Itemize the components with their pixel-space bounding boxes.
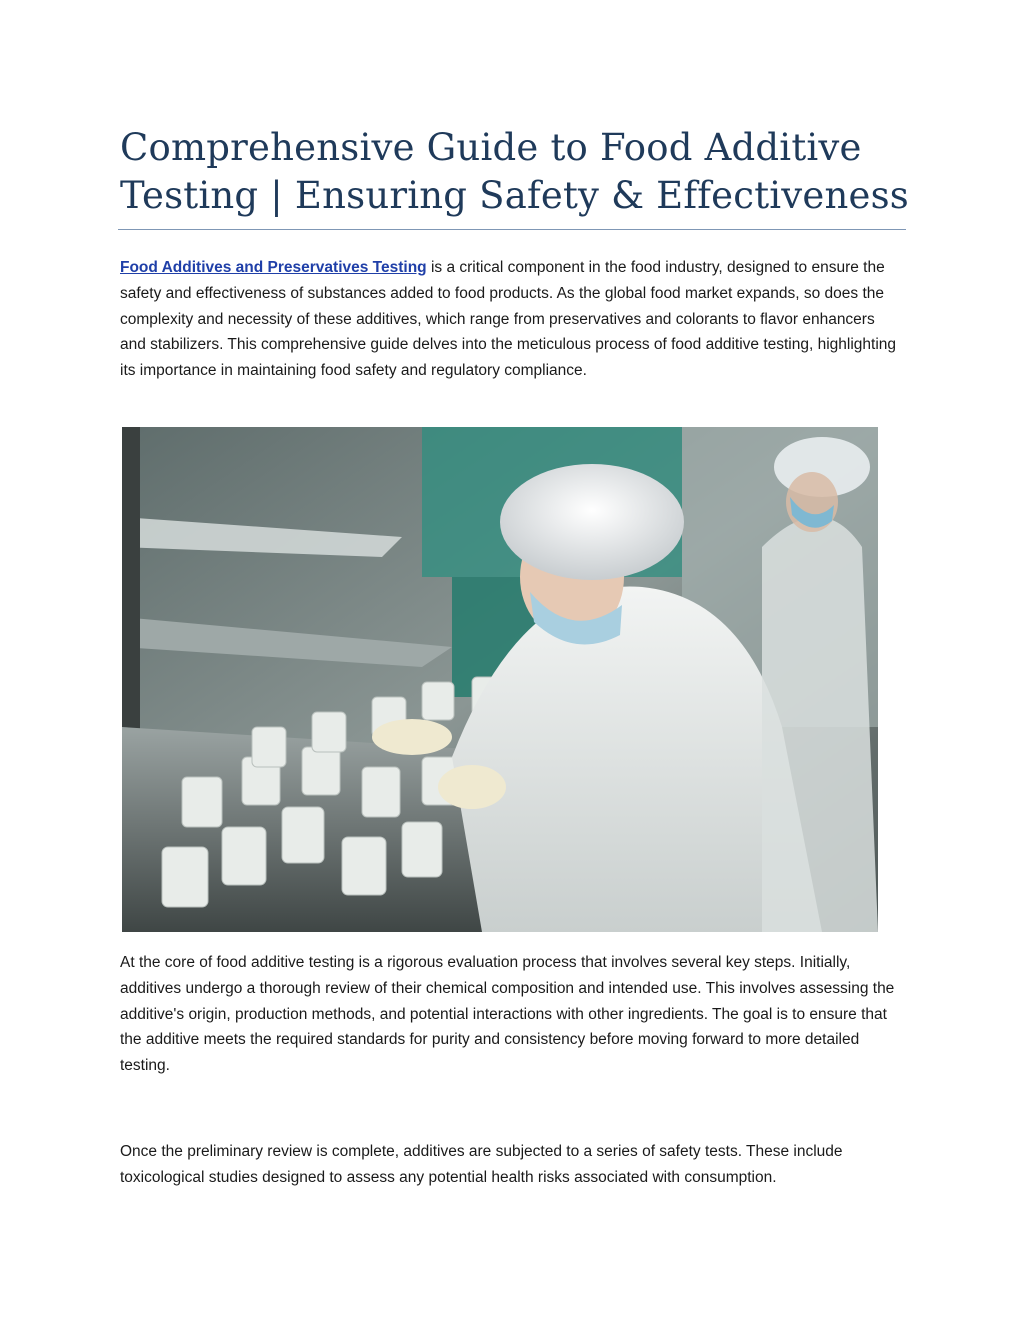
title-divider — [118, 229, 906, 230]
lab-technician-photo — [122, 427, 878, 932]
body-paragraph-3: Once the preliminary review is complete, additives are subjected to a series of safety tests. These include toxicological studies designed to assess any potential health risks associated with consumption. — [120, 1143, 843, 1186]
intro-text: is a critical component in the food industry, designed to ensure the safety and effectiveness of substances added to food products. As the global food market expands, so does the complexity and necessity of these additives, which range from preservatives and colorants to flavor enhancers and stabilizers. This comprehensive guide delves into the meticulous process of food additive testing, highlighting its importance in maintaining food safety and regulatory compliance. — [120, 259, 897, 380]
body-paragraph-2: At the core of food additive testing is a rigorous evaluation process that involves several key steps. Initially, additives undergo a thorough review of their chemical composition and intended use. This involves assessing the additive's origin, production methods, and potential interactions with other ingredients. The goal is to ensure that the additive meets the required standards for purity and consistency before moving forward to more detailed testing. — [120, 954, 895, 1075]
page-title: Comprehensive Guide to Food Additive Testing | Ensuring Safety & Effectiveness — [120, 126, 909, 217]
intro-paragraph — [120, 255, 900, 384]
food-additives-testing-link[interactable]: Food Additives and Preservatives Testing — [120, 259, 427, 276]
